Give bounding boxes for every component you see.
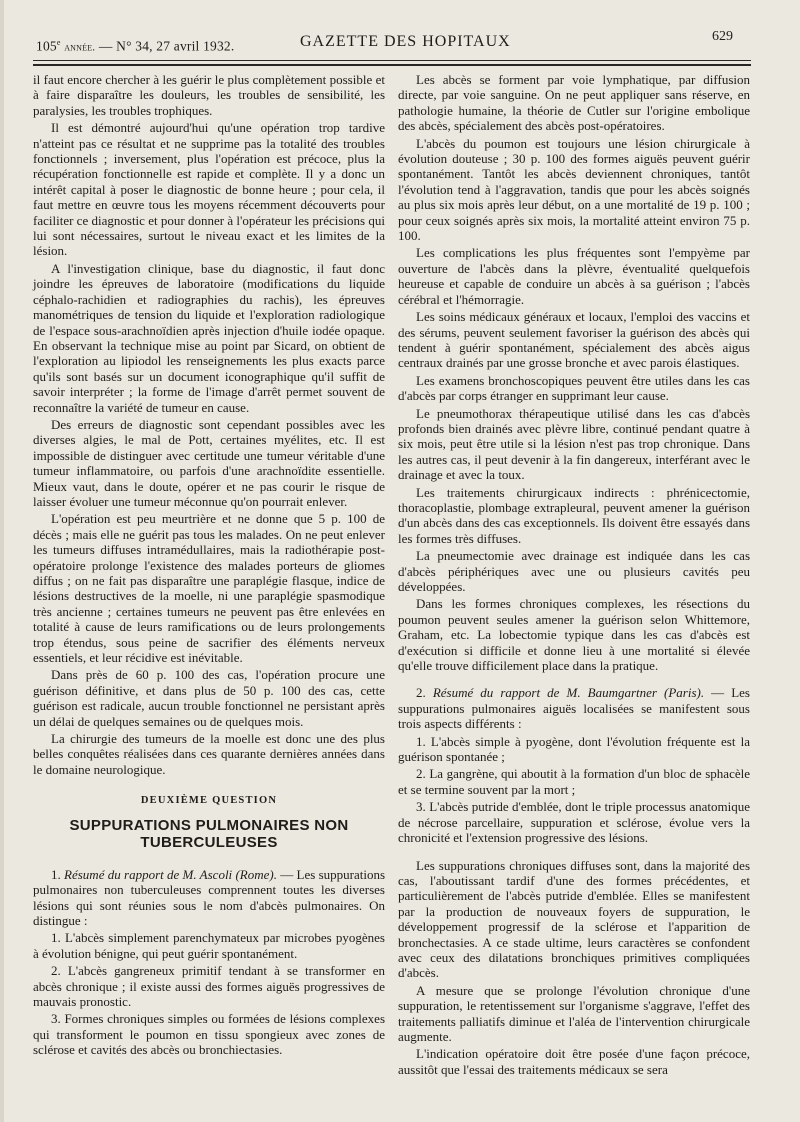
paragraph: Les complications les plus fréquentes sont l'empyème par ouverture de l'abcès dans la plèvre, éventualité quelquefois heureuse et capable de conduire un abcès à sa guérison ; l'abcès cérébral et l'hémorragie. [398, 245, 750, 307]
baumgartner-summary [398, 685, 750, 731]
paragraph: Les abcès se forment par voie lymphatique, par diffusion directe, par voie sanguine. On ne peut appliquer sans réserve, en pathologie humaine, la théorie de Cutler sur l'origine embolique des abcès, spécialement des abcès post-opératoires. [398, 72, 750, 134]
list-item: 2. L'abcès gangreneux primitif tendant à se transformer en abcès chronique ; il existe aussi des formes aiguës progressives de mauvais pronostic. [33, 963, 385, 1009]
list-item: 1. L'abcès simplement parenchymateux par microbes pyogènes à évolution bénigne, qui peut guérir spontanément. [33, 930, 385, 961]
paragraph: Les traitements chirurgicaux indirects : phrénicectomie, thoracoplastie, plombage extrapleural, peuvent amener la guérison d'un abcès dans des cas exceptionnels. Ils doivent être essayés dans les formes très diffuses. [398, 484, 750, 546]
paragraph: Les examens bronchoscopiques peuvent être utiles dans les cas d'abcès par corps étranger en supprimant leur cause. [398, 372, 750, 404]
paragraph: A l'investigation clinique, base du diagnostic, il faut donc joindre les épreuves de laboratoire (modifications du liquide céphalo-rachidien et radiographies du rachis), les épreuves manométriques de tension du liquide et l'exploration radiologique de l'espace sous-arachnoïdien après injection d'huile iodée opaque. En observant la technique mise au point par Sicard, on obtient de l'exploration au lipiodol les renseignements les plus exacts parce qu'ils sont basés sur un document iconographique qu'il suffit de savoir interpréter ; la forme de l'image d'arrêt permet souvent de reconnaître la variété de tumeur en cause. [33, 260, 385, 415]
ascoli-title: Résumé du rapport de M. Ascoli (Rome). [64, 866, 277, 882]
baum-number: 2. [416, 685, 426, 701]
paragraph: La pneumectomie avec drainage est indiquée dans les cas d'abcès périphériques avec une ou plusieurs cavités peu développées. [398, 548, 750, 594]
list-item: 3. L'abcès putride d'emblée, dont le triple processus anatomique de nécrose parcellaire, suppuration et sclérose, évolue vers la chronicité et l'extension progressive des lésions. [398, 799, 750, 846]
paragraph: Les suppurations chroniques diffuses sont, dans la majorité des cas, l'aboutissant tardif d'une des formes précédentes, et particulièrement de l'abcès putride d'emblée. Elles se manifestent par la production de nouveaux foyers de suppuration, le développement progressif de la sclérose et l'apparition de bronchectasies. A ce stade ultime, leurs caractères se confondent avec ceux des dilatations bronchiques primitives compliquées d'abcès. [398, 857, 750, 981]
question-heading: DEUXIÈME QUESTION [140, 795, 278, 807]
paragraph: Dans près de 60 p. 100 des cas, l'opération procure une guérison définitive, et dans plus de 50 p. 100 des cas, cette guérison est radicale, aucun trouble fonctionnel ne persistant après un délai de quelques semaines ou de quelques mois. [33, 667, 385, 729]
page-number: 629 [712, 29, 733, 44]
left-column [33, 72, 385, 1060]
paragraph: Les soins médicaux généraux et locaux, l'emploi des vaccins et des sérums, peuvent seulement favoriser la guérison des abcès qui tendent à guérir spontanément, spécialement des abcès aigus centraux drainés par une grosse bronche et avec parois élastiques. [398, 309, 750, 371]
list-item: 2. La gangrène, qui aboutit à la formation d'un bloc de sphacèle et se termine souvent par la mort ; [398, 766, 750, 797]
list-item: 1. L'abcès simple à pyogène, dont l'évolution fréquente est la guérison spontanée ; [398, 733, 750, 765]
ascoli-number: 1. [51, 866, 61, 882]
issue-number: 105 [36, 38, 57, 54]
ascoli-summary [33, 867, 385, 929]
number-date: — N° 34, 27 avril 1932. [98, 38, 235, 54]
paragraph: Des erreurs de diagnostic sont cependant possibles avec les diverses algies, le mal de Pott, certaines myélites, etc. Il est impossible de distinguer avec certitude une tumeur véritable d'une tumeur inflammatoire, ou parfois d'une arachnoïdite essentielle. Mieux vaut, dans le doute, opérer et ne pas courir le risque de laisser évoluer une tumeur méconnue qu'on pourrait enlever. [33, 416, 385, 509]
paragraph: Dans les formes chroniques complexes, les résections du poumon peuvent seules amener la guérison selon Whittemore, Graham, etc. La lobectomie typique dans les cas d'abcès est d'exécution si difficile et donne lieu à une mortalité si élevée qu'elle trouve difficilement place dans la pratique. [398, 596, 750, 674]
paragraph: il faut encore chercher à les guérir le plus complètement possible et à faire disparaître les douleurs, les troubles de sensibilité, les paralysies, les troubles trophiques. [33, 72, 385, 118]
header-rule-thin [33, 60, 751, 61]
issue-line [36, 38, 234, 55]
paragraph: L'abcès du poumon est toujours une lésion chirurgicale à évolution douteuse ; 30 p. 100 des formes aiguës peuvent guérir spontanément. Tantôt les abcès deviennent chroniques, tantôt l'évolution tend à l'aggravation, tandis que pour les abcès soignés au plus six mois après leur début, on a une mortalité de 19 p. 100 ; pour ceux soignés après six mois, la mortalité atteint environ 75 p. 100. [398, 135, 750, 244]
issue-suffix: e [56, 38, 61, 47]
header-rule-thick [33, 64, 751, 66]
paragraph: A mesure que se prolonge l'évolution chronique d'une suppuration, le retentissement sur l'organisme s'aggrave, l'effet des traitements palliatifs diminue et l'aléa de l'intervention chirurgicale augmente. [398, 982, 750, 1044]
page-edge-shadow [0, 0, 4, 1122]
paragraph: Il est démontré aujourd'hui qu'une opération trop tardive n'atteint pas ce résultat et ne supprime pas la totalité des troubles fonctionnels ; inversement, plus l'opération est précoce, plus la récupération fonctionnelle est rapide et complète. Il y a donc un intérêt capital à poser le diagnostic de bonne heure ; pour cela, il faut mettre en œuvre tous les moyens récemment découverts pour faciliter ce diagnostic et pour donner à l'opérateur les précisions qui lui sont nécessaires, surtout le niveau exact et les limites de la lésion. [33, 120, 385, 259]
annee-label: année. [64, 41, 96, 54]
paragraph: L'opération est peu meurtrière et ne donne que 5 p. 100 de décès ; mais elle ne guérit pas tous les malades. On ne peut enlever les tumeurs diffuses intramédullaires, mais la radiothérapie post-opératoire prolonge l'existence des malades porteurs de gliomes diffus ; on ne fait pas disparaître une paraplégie flasque, indice de lésions destructives de la moelle, ni une paraplégie spasmodique très ancienne ; certaines tumeurs ne peuvent pas être enlevées en totalité à cause de leurs ramifications ou de leurs prolongements trop étendus, sous peine de sacrifier des éléments nerveux essentiels, et leur récidive est inévitable. [33, 511, 385, 666]
paragraph: La chirurgie des tumeurs de la moelle est donc une des plus belles conquêtes réalisées dans ces quarante dernières années dans le domaine neurologique. [33, 731, 385, 777]
journal-title: GAZETTE DES HOPITAUX [300, 33, 511, 50]
list-item: 3. Formes chroniques simples ou formées de lésions complexes qui transforment le poumon en tissu spongieux avec zones de sclérose et cavités des abcès ou bronchiectasies. [33, 1011, 385, 1058]
baum-text: — Les suppurations pulmonaires aiguës localisées se manifestent sous trois aspects différents : [398, 685, 750, 732]
ascoli-text: — Les suppurations pulmonaires non tuberculeuses comprennent toutes les diverses lésions qui sont réunies sous le nom d'abcès pulmonaires. On distingue : [33, 866, 386, 928]
right-column [398, 72, 750, 1079]
paragraph: Le pneumothorax thérapeutique utilisé dans les cas d'abcès profonds bien drainés avec plèvre libre, continué pendant quatre à six mois, peut être utile si la lésion n'est pas trop chronique. Dans les autres cas, il peut devenir à la fin dangereux, interférant avec le drainage et avec la toux. [398, 405, 750, 483]
baum-title: Résumé du rapport de M. Baumgartner (Paris). [432, 685, 705, 701]
section-title: SUPPURATIONS PULMONAIRES NON TUBERCULEUSES [69, 816, 349, 851]
paragraph: L'indication opératoire doit être posée d'une façon précoce, aussitôt que l'essai des traitements médicaux se sera [398, 1046, 750, 1077]
